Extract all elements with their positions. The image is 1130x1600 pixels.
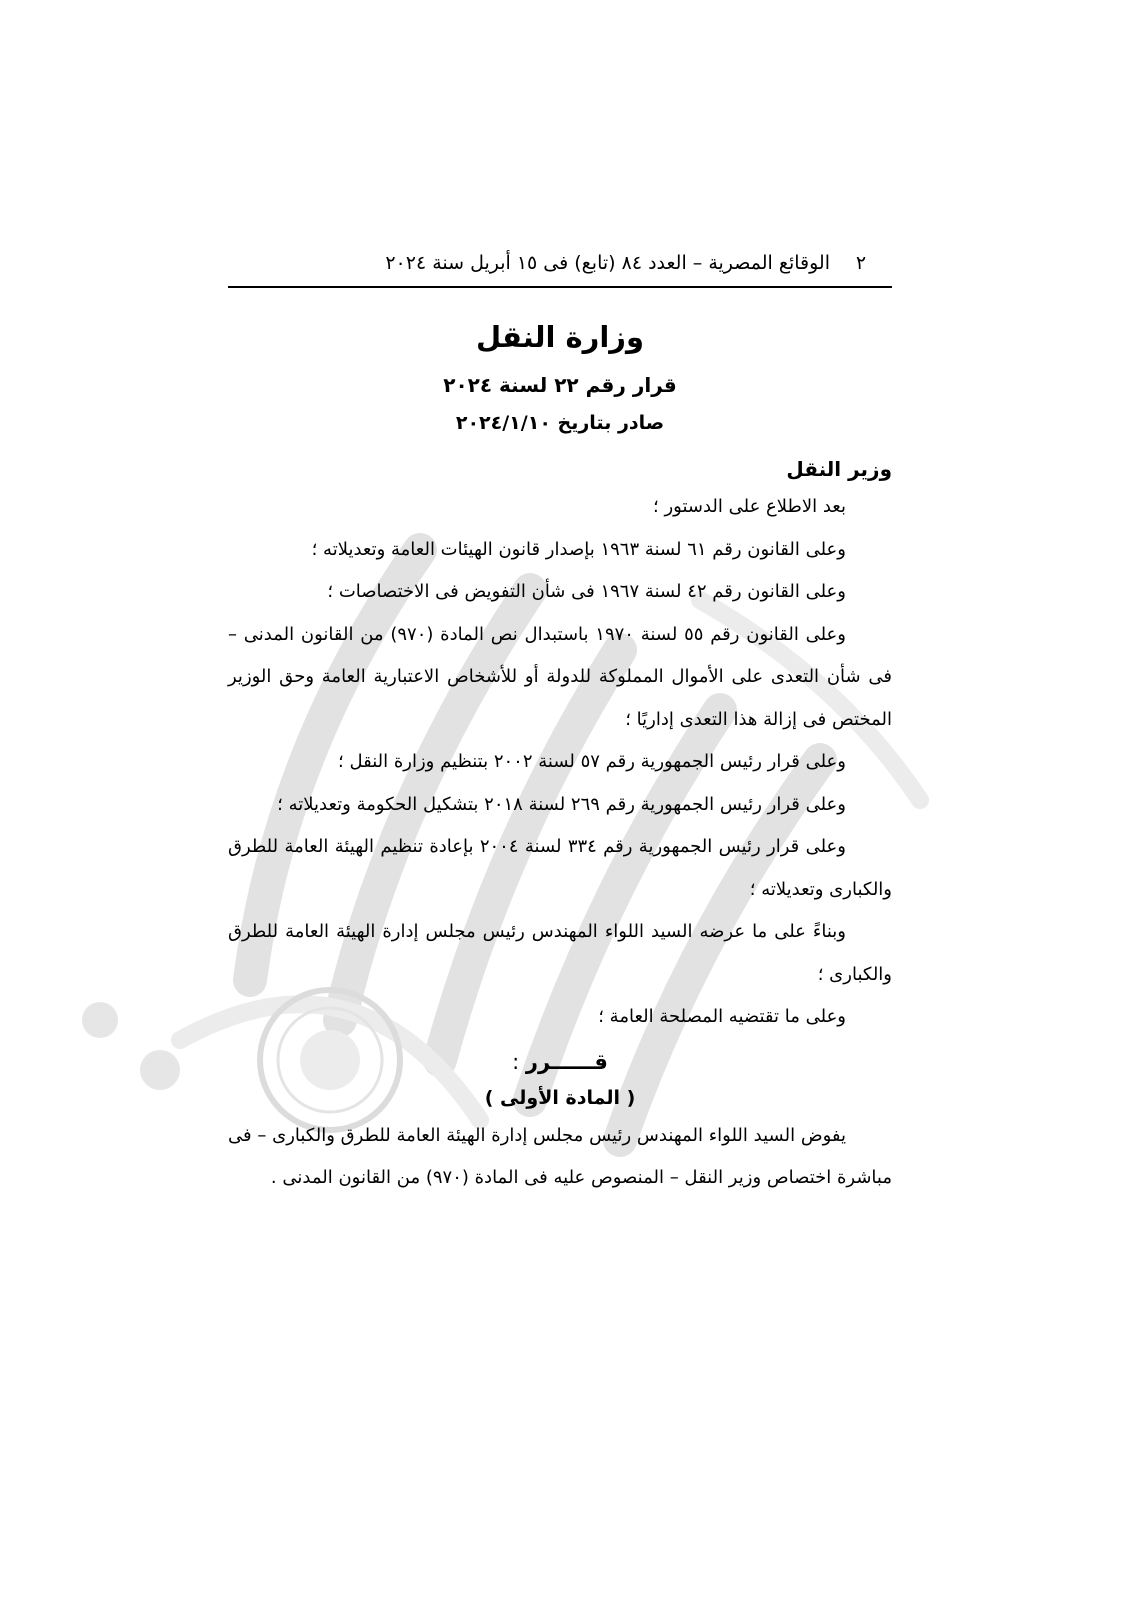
gazette-page: [228, 248, 892, 1200]
preamble-item: وبناءً على ما عرضه السيد اللواء المهندس رئيس مجلس إدارة الهيئة العامة للطرق والكبارى ؛: [228, 921, 892, 985]
preamble-item: بعد الاطلاع على الدستور ؛: [653, 496, 846, 517]
preamble-item: وعلى قرار رئيس الجمهورية رقم ٣٣٤ لسنة ٢٠٠٤ بإعادة تنظيم الهيئة العامة للطرق والكبارى وتعديلاته ؛: [228, 836, 892, 900]
gazette-issue-line: الوقائع المصرية – العدد ٨٤ (تابع) فى ١٥ أبريل سنة ٢٠٢٤: [385, 252, 830, 274]
decided-heading: [228, 1043, 892, 1081]
issued-date: صادر بتاريخ ٢٠٢٤/١/١٠: [455, 412, 665, 434]
article-text: يفوض السيد اللواء المهندس رئيس مجلس إدارة الهيئة العامة للطرق والكبارى – فى مباشرة اختصاص وزير النقل – المنصوص عليه فى المادة (٩٧٠) من القانون المدنى .: [228, 1124, 892, 1188]
page-number: ٢: [855, 252, 867, 274]
decided-word: قــــــرر: [525, 1049, 608, 1074]
preamble: [228, 486, 892, 1039]
decree-title: قرار رقم ٢٢ لسنة ٢٠٢٤: [443, 373, 677, 397]
preamble-item: وعلى القانون رقم ٥٥ لسنة ١٩٧٠ باستبدال نص المادة (٩٧٠) من القانون المدنى – فى شأن التعدى على الأموال المملوكة للدولة أو للأشخاص الاعتبارية العامة وحق الوزير المختص فى إزالة هذا التعدى إداريًا ؛: [228, 623, 892, 730]
ministry-title: وزارة النقل: [476, 320, 644, 354]
article-heading: ( المادة الأولى ): [484, 1086, 636, 1109]
page-header: [228, 248, 892, 288]
preamble-item: وعلى القانون رقم ٦١ لسنة ١٩٦٣ بإصدار قانون الهيئات العامة وتعديلاته ؛: [311, 538, 846, 560]
preamble-item: وعلى القانون رقم ٤٢ لسنة ١٩٦٧ فى شأن التفويض فى الاختصاصات ؛: [327, 581, 846, 602]
decided-colon: :: [512, 1049, 526, 1074]
preamble-item: وعلى ما تقتضيه المصلحة العامة ؛: [598, 1006, 846, 1027]
minister-heading: وزير النقل: [786, 457, 892, 481]
preamble-item: وعلى قرار رئيس الجمهورية رقم ٢٦٩ لسنة ٢٠١٨ بتشكيل الحكومة وتعديلاته ؛: [277, 793, 846, 815]
preamble-item: وعلى قرار رئيس الجمهورية رقم ٥٧ لسنة ٢٠٠٢ بتنظيم وزارة النقل ؛: [338, 751, 846, 772]
